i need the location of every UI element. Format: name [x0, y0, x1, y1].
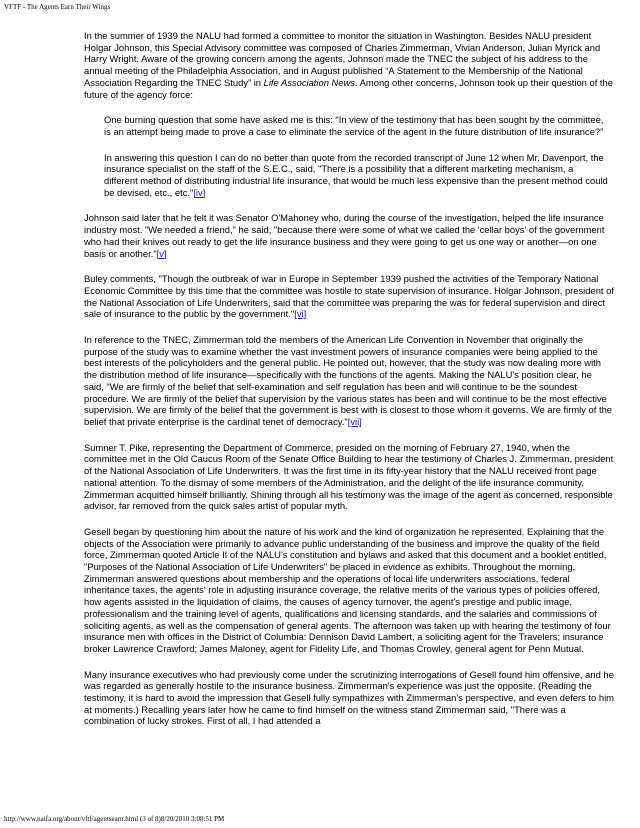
footnote-link-iv[interactable]: [iv]	[193, 186, 206, 198]
running-header: VFTF - The Agents Earn Their Wings	[4, 3, 111, 11]
footnote-link-v[interactable]: [v]	[156, 247, 167, 259]
paragraph-1: In the summer of 1939 the NALU had formed a committee to monitor the situation in Washington. Besides NALU president Holgar Johnson, this Special Advisory committee was composed of Charles Zimmerman, Vivian Anderson, Julian Myrick and Harry Wright. Aware of the growing concern among the agents, Johnson made the TNEC the subject of his address to the annual meeting of the Philadelphia Association, and in August published “A Statement to the Membership of the National Association Regarding the TNEC Study” in Life Association News. Among other concerns, Johnson took up their question of the future of the agency force:	[84, 30, 613, 100]
paragraph-5: Sumner T. Pike, representing the Department of Commerce, presided on the morning of February 27, 1940, when the committee met in the Old Caucus Room of the Senate Office Building to hear the testimony of Charles J. Zimmerman, president of the National Association of Life Underwriters. It was the first time in its fifty-year history that the NALU received front page national attention. To the dismay of some members of the Administration, and the delight of the life insurance community, Zimmerman acquitted himself brilliantly. Shining through all his testimony was the image of the agent as concerned, responsible advisor, far removed from the quick sales artist of popular myth.	[84, 441, 614, 512]
footnote-link-vi[interactable]: [vi]	[294, 308, 307, 320]
paragraph-4: In reference to the TNEC, Zimmerman told the members of the American Life Convention in November that originally the purpose of the study was to examine whether the vast investment powers of insurance companies were being applied to the best interests of the policyholders and the general public. He pointed out, however, that the study was now dealing more with the distribution method of life insurance—specifically with the functions of the agents. Making the NALU's position clear, he said, "We are firmly of the belief that self-examination and self regulation has been and will continue to be the soundest procedure. We are firmly of the belief that supervision by the various states has been and will continue to be the most effective supervision. We are firmly of the belief that the government is best with is closest to those whom it governs. We are firmly of the belief that private enterprise is the cardinal tenet of democracy."[vii]	[84, 334, 613, 427]
paragraph-6: Gesell began by questioning him about the nature of his work and the kind of organization he represented. Explaining that the objects of the Association were primarily to advance public understanding of the business and improve the quality of the field force, Zimmerman quoted Article II of the NALU's constitution and bylaws and asked that this document and a booklet entitled, "Purposes of the National Association of Life Underwriters" be placed in evidence as exhibits. Throughout the morning, Zimmerman answered questions about membership and the operations of local life underwriters associations, federal inheritance taxes, the agents' role in adjusting insurance coverage, the relative merits of the various types of policies offered, how agents assisted in the liquidation of claims, the causes of agency turnover, the agent's prestige and public image, professionalism and the training level of agents, qualifications and licensing standards, and the salaries and commissions of soliciting agents, as well as the compensation of general agents. The afternoon was taken up with hearing the testimony of four insurance men with offices in the District of Columbia: Dennison David Lambert, a soliciting agent for the Travelers; insurance broker Lawrence Crawford; James Maloney, agent for Fidelity Life, and Thomas Crowley, general agent for Penn Mutual.	[84, 525, 611, 654]
footnote-link-vii[interactable]: [vii]	[347, 415, 362, 427]
paragraph-2: Johnson said later that he felt it was Senator O'Mahoney who, during the course of the investigation, helped the life insurance industry most. "We needed a friend," he said, "because there were some of what we called the 'cellar boys' of the government who had their knives out ready to get the life insurance business and they were going to get us one way or another—on one basis or another."[v]	[84, 212, 605, 259]
block-quote-1: One burning question that some have asked me is this: "In view of the testimony that has been sought by the committee, is an attempt being made to prove a case to eliminate the service of the agent in the future distribution of life insurance?"	[104, 114, 604, 137]
paragraph-3: Buley comments, "Though the outbreak of war in Europe in September 1939 pushed the activities of the Temporary National Economic Committee by this time that the committee was hostile to state supervision of insurance. Holgar Johnson, president of the National Association of Life Underwriters, said that the committee was preparing the was for federal supervision and direct sale of insurance to the public by the government."[vi]	[84, 273, 614, 320]
page-footer-url: http://www.naifa.org/about/vftf/agentsearn.html (3 of 8)8/20/2010 3:08:51 PM	[4, 815, 225, 823]
block-quote-2: In answering this question I can do no better than quote from the recorded transcript of June 12 when Mr. Davenport, the insurance specialist on the staff of the S.E.C., said, "There is a possibility that a different marketing mechanism, a different method of distributing industrial life insurance, that would be much less expensive than the present method could be devised, etc., etc."[iv]	[104, 151, 608, 198]
paragraph-7: Many insurance executives who had previously come under the scrutinizing interrogations of Gesell found him offensive, and he was regarded as generally hostile to the insurance business. Zimmerman's experience was just the opposite. (Reading the testimony, it is hard to avoid the impression that Gesell fully sympathizes with Zimmerman's perspective, and even defers to him at moments.) Recalling years later how he came to find himself on the witness stand Zimmerman said, "There was a combination of lucky strokes. First of all, I had attended a	[84, 668, 614, 727]
article-body	[84, 30, 614, 741]
publication-title: Life Association News	[263, 76, 355, 88]
